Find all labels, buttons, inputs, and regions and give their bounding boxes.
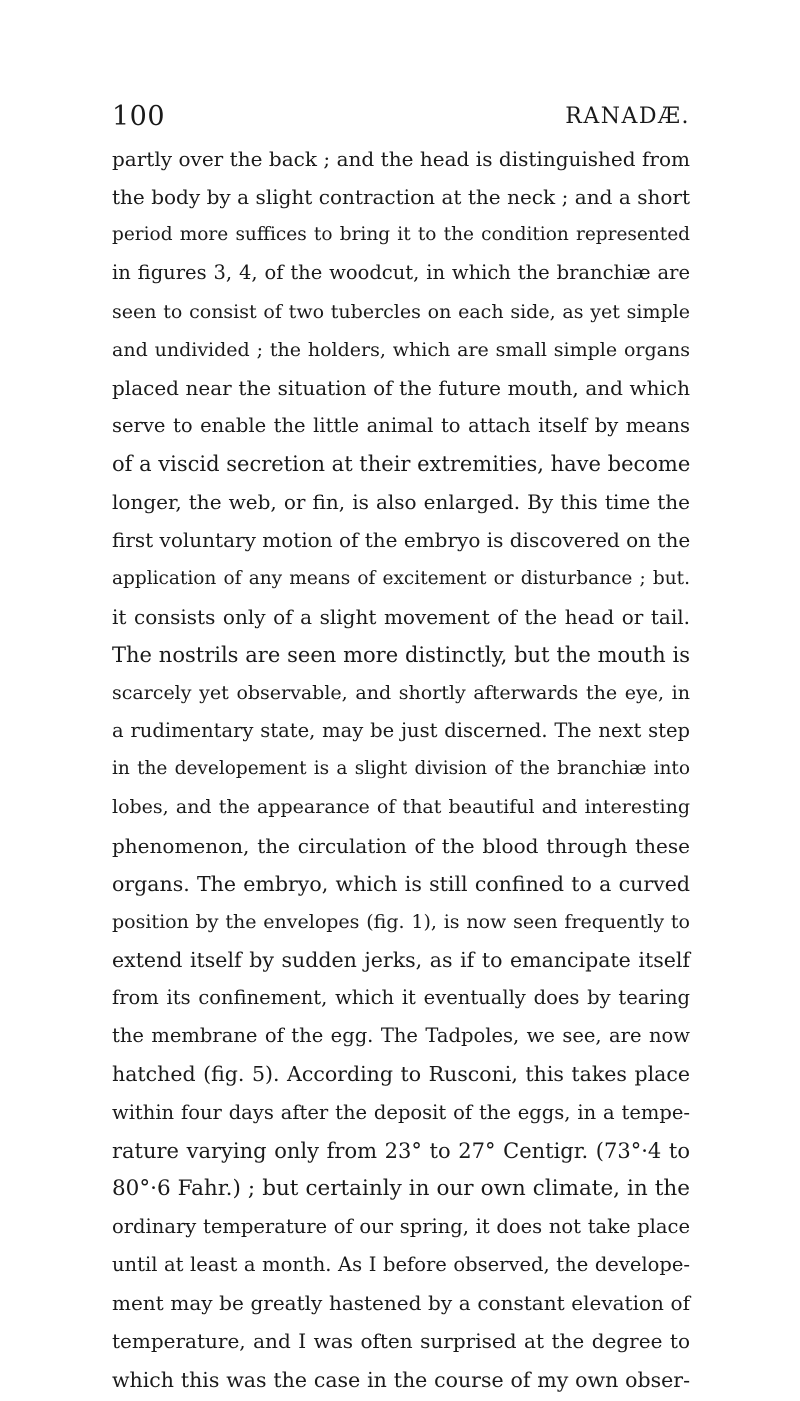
text-line: extend itself by sudden jerks, as if to emancipate itself	[112, 947, 690, 972]
text-line: partly over the back ; and the head is distinguished from	[112, 147, 690, 171]
text-line: period more suffices to bring it to the condition represented	[112, 224, 690, 246]
text-line: application of any means of excitement or disturbance ; but.	[112, 567, 690, 589]
text-line: first voluntary motion of the embryo is discovered on the	[112, 528, 691, 553]
text-line: scarcely yet observable, and shortly afterwards the eye, in	[112, 681, 690, 704]
text-line: in figures 3, 4, of the woodcut, in which the branchiæ are	[112, 261, 690, 285]
text-line: it consists only of a slight movement of the head or tail.	[112, 604, 690, 629]
text-line: in the developement is a slight division of the branchiæ into	[112, 758, 690, 780]
text-line: until at least a month. As I before observed, the develope-	[112, 1253, 690, 1277]
text-line: lobes, and the appearance of that beautiful and interesting	[112, 796, 690, 819]
text-line: the membrane of the egg. The Tadpoles, we see, are now	[112, 1024, 690, 1048]
text-line: 80°·6 Fahr.) ; but certainly in our own climate, in the	[112, 1175, 690, 1201]
text-line: phenomenon, the circulation of the blood through these	[112, 833, 690, 858]
text-line: ment may be greatly hastened by a constant elevation of	[112, 1291, 690, 1316]
text-line: from its confinement, which it eventually does by tearing	[112, 986, 690, 1010]
text-line: and undivided ; the holders, which are small simple organs	[112, 338, 690, 361]
page-header	[112, 97, 690, 137]
text-line: hatched (fig. 5). According to Rusconi, this takes place	[112, 1062, 690, 1087]
text-line: which this was the case in the course of my own obser-	[112, 1367, 690, 1392]
text-line: serve to enable the little animal to attach itself by means	[112, 413, 690, 437]
text-line: of a viscid secretion at their extremities, have become	[112, 452, 691, 477]
text-line: The nostrils are seen more distinctly, but the mouth is	[112, 642, 690, 667]
text-line: the body by a slight contraction at the neck ; and a short	[112, 185, 690, 210]
text-line: placed near the situation of the future mouth, and which	[112, 375, 690, 400]
text-line: ordinary temperature of our spring, it does not take place	[112, 1214, 690, 1238]
text-line: organs. The embryo, which is still confined to a curved	[112, 871, 690, 896]
text-line: position by the envelopes (fig. 1), is now seen frequently to	[112, 910, 690, 933]
page-number: 100	[112, 101, 166, 132]
text-line: temperature, and I was often surprised at the degree to	[112, 1329, 690, 1354]
text-line: rature varying only from 23° to 27° Centigr. (73°·4 to	[112, 1138, 690, 1163]
text-line: a rudimentary state, may be just discerned. The next step	[112, 719, 690, 743]
text-line: seen to consist of two tubercles on each side, as yet simple	[112, 300, 690, 323]
running-head: RANADÆ.	[565, 104, 690, 129]
text-line: within four days after the deposit of the eggs, in a tempe-	[112, 1100, 690, 1124]
text-line: longer, the web, or fin, is also enlarged. By this time the	[112, 490, 690, 515]
body-paragraph	[112, 140, 690, 1399]
